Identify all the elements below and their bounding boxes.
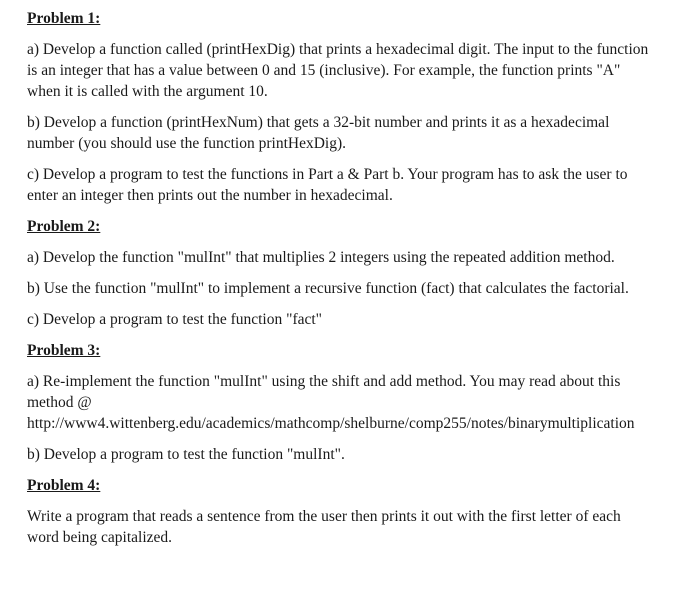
problem-1-part-b: b) Develop a function (printHexNum) that gets a 32-bit number and prints it as a hexadecimal number (you should use the function printHexDig).	[27, 114, 610, 152]
problem-3-part-b: b) Develop a program to test the function "mulInt".	[27, 446, 345, 463]
problem-4-heading: Problem 4:	[27, 477, 101, 494]
problem-1-part-a: a) Develop a function called (printHexDig) that prints a hexadecimal digit. The input to the function is an integer that has a value between 0 and 15 (inclusive). For example, the function prints "A" when it is called with the argument 10.	[27, 41, 649, 100]
problem-1-heading: Problem 1:	[27, 10, 101, 27]
problem-2-heading: Problem 2:	[27, 218, 101, 235]
problem-2-part-b: b) Use the function "mulInt" to implement a recursive function (fact) that calculates the factorial.	[27, 280, 629, 297]
problem-1-part-c: c) Develop a program to test the functions in Part a & Part b. Your program has to ask the user to enter an integer then prints out the number in hexadecimal.	[27, 166, 628, 204]
problem-4-text: Write a program that reads a sentence from the user then prints it out with the first letter of each word being capitalized.	[27, 508, 621, 546]
problem-2-part-c: c) Develop a program to test the function "fact"	[27, 311, 322, 328]
problem-2-part-a: a) Develop the function "mulInt" that multiplies 2 integers using the repeated addition method.	[27, 249, 615, 266]
problem-3-heading: Problem 3:	[27, 342, 101, 359]
binary-multiplication-link[interactable]: http://www4.wittenberg.edu/academics/mathcomp/shelburne/comp255/notes/binarymultiplication	[27, 415, 635, 432]
problem-3-part-a	[27, 371, 655, 434]
problem-3-part-a-text: a) Re-implement the function "mulInt" using the shift and add method. You may read about this method @	[27, 373, 621, 411]
